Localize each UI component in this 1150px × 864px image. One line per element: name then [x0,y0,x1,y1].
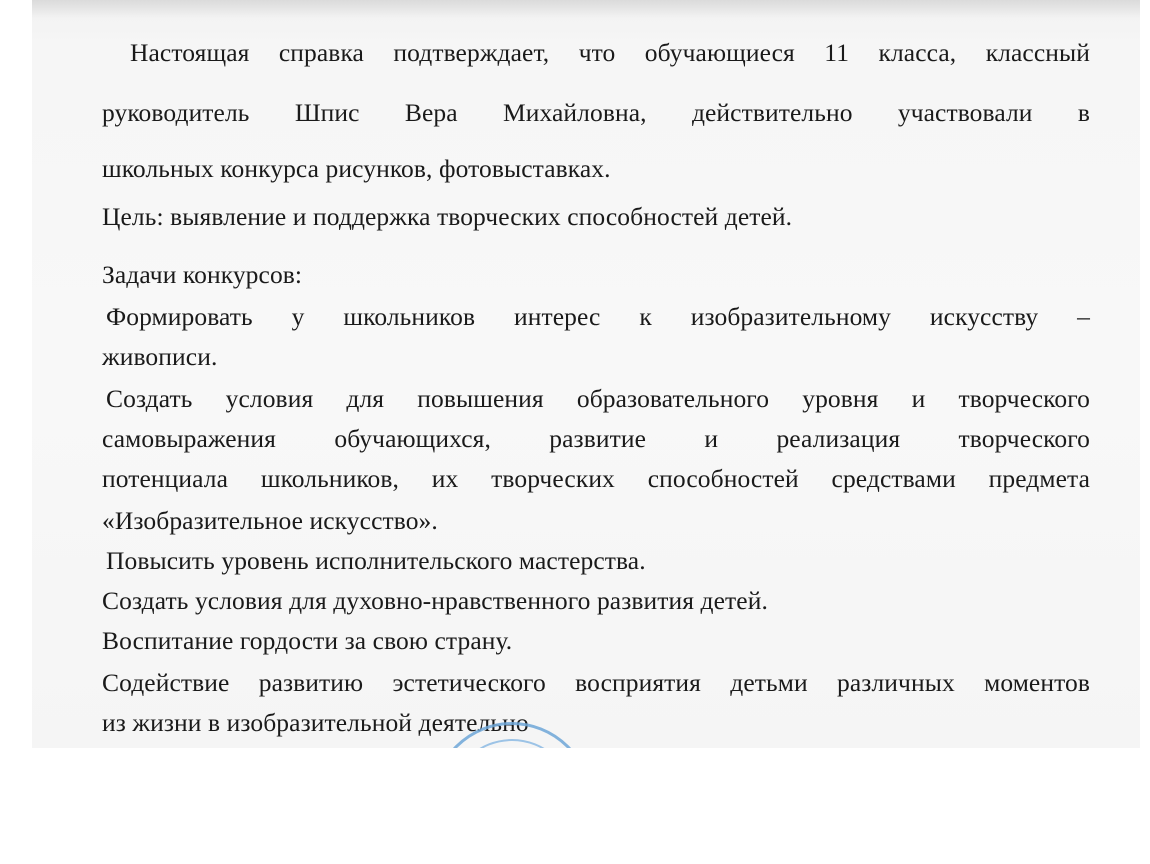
task-line: Повысить уровень исполнительского мастерства. [106,546,646,575]
task-line: «Изобразительное искусство». [102,506,438,535]
paragraph-line: руководитель Шпис Вера Михайловна, действительно участвовали в [102,98,1090,127]
task-line: Содействие развитию эстетического восприятия детьми различных моментов [102,668,1090,697]
tasks-heading: Задачи конкурсов: [102,260,303,289]
task-line: самовыражения обучающихся, развитие и реализация творческого [102,424,1090,453]
goal-line: Цель: выявление и поддержка творческих способностей детей. [102,202,793,231]
stamp-inner-ring [449,739,575,748]
task-line: Создать условия для духовно-нравственного развития детей. [102,586,768,615]
scanned-document [32,0,1140,748]
paragraph-line: Настоящая справка подтверждает, что обучающиеся 11 класса, классный [130,38,1090,67]
scan-edge-shadow [32,0,1140,18]
task-line: Формировать у школьников интерес к изобразительному искусству – [106,302,1090,331]
task-line: живописи. [102,342,218,371]
task-line: из жизни в изобразительной деятельно [102,708,529,737]
paragraph-line: школьных конкурса рисунков, фотовыставках. [102,154,611,183]
task-line: Создать условия для повышения образовательного уровня и творческого [106,384,1090,413]
task-line: Воспитание гордости за свою страну. [102,626,513,655]
task-line: потенциала школьников, их творческих способностей средствами предмета [102,464,1090,493]
